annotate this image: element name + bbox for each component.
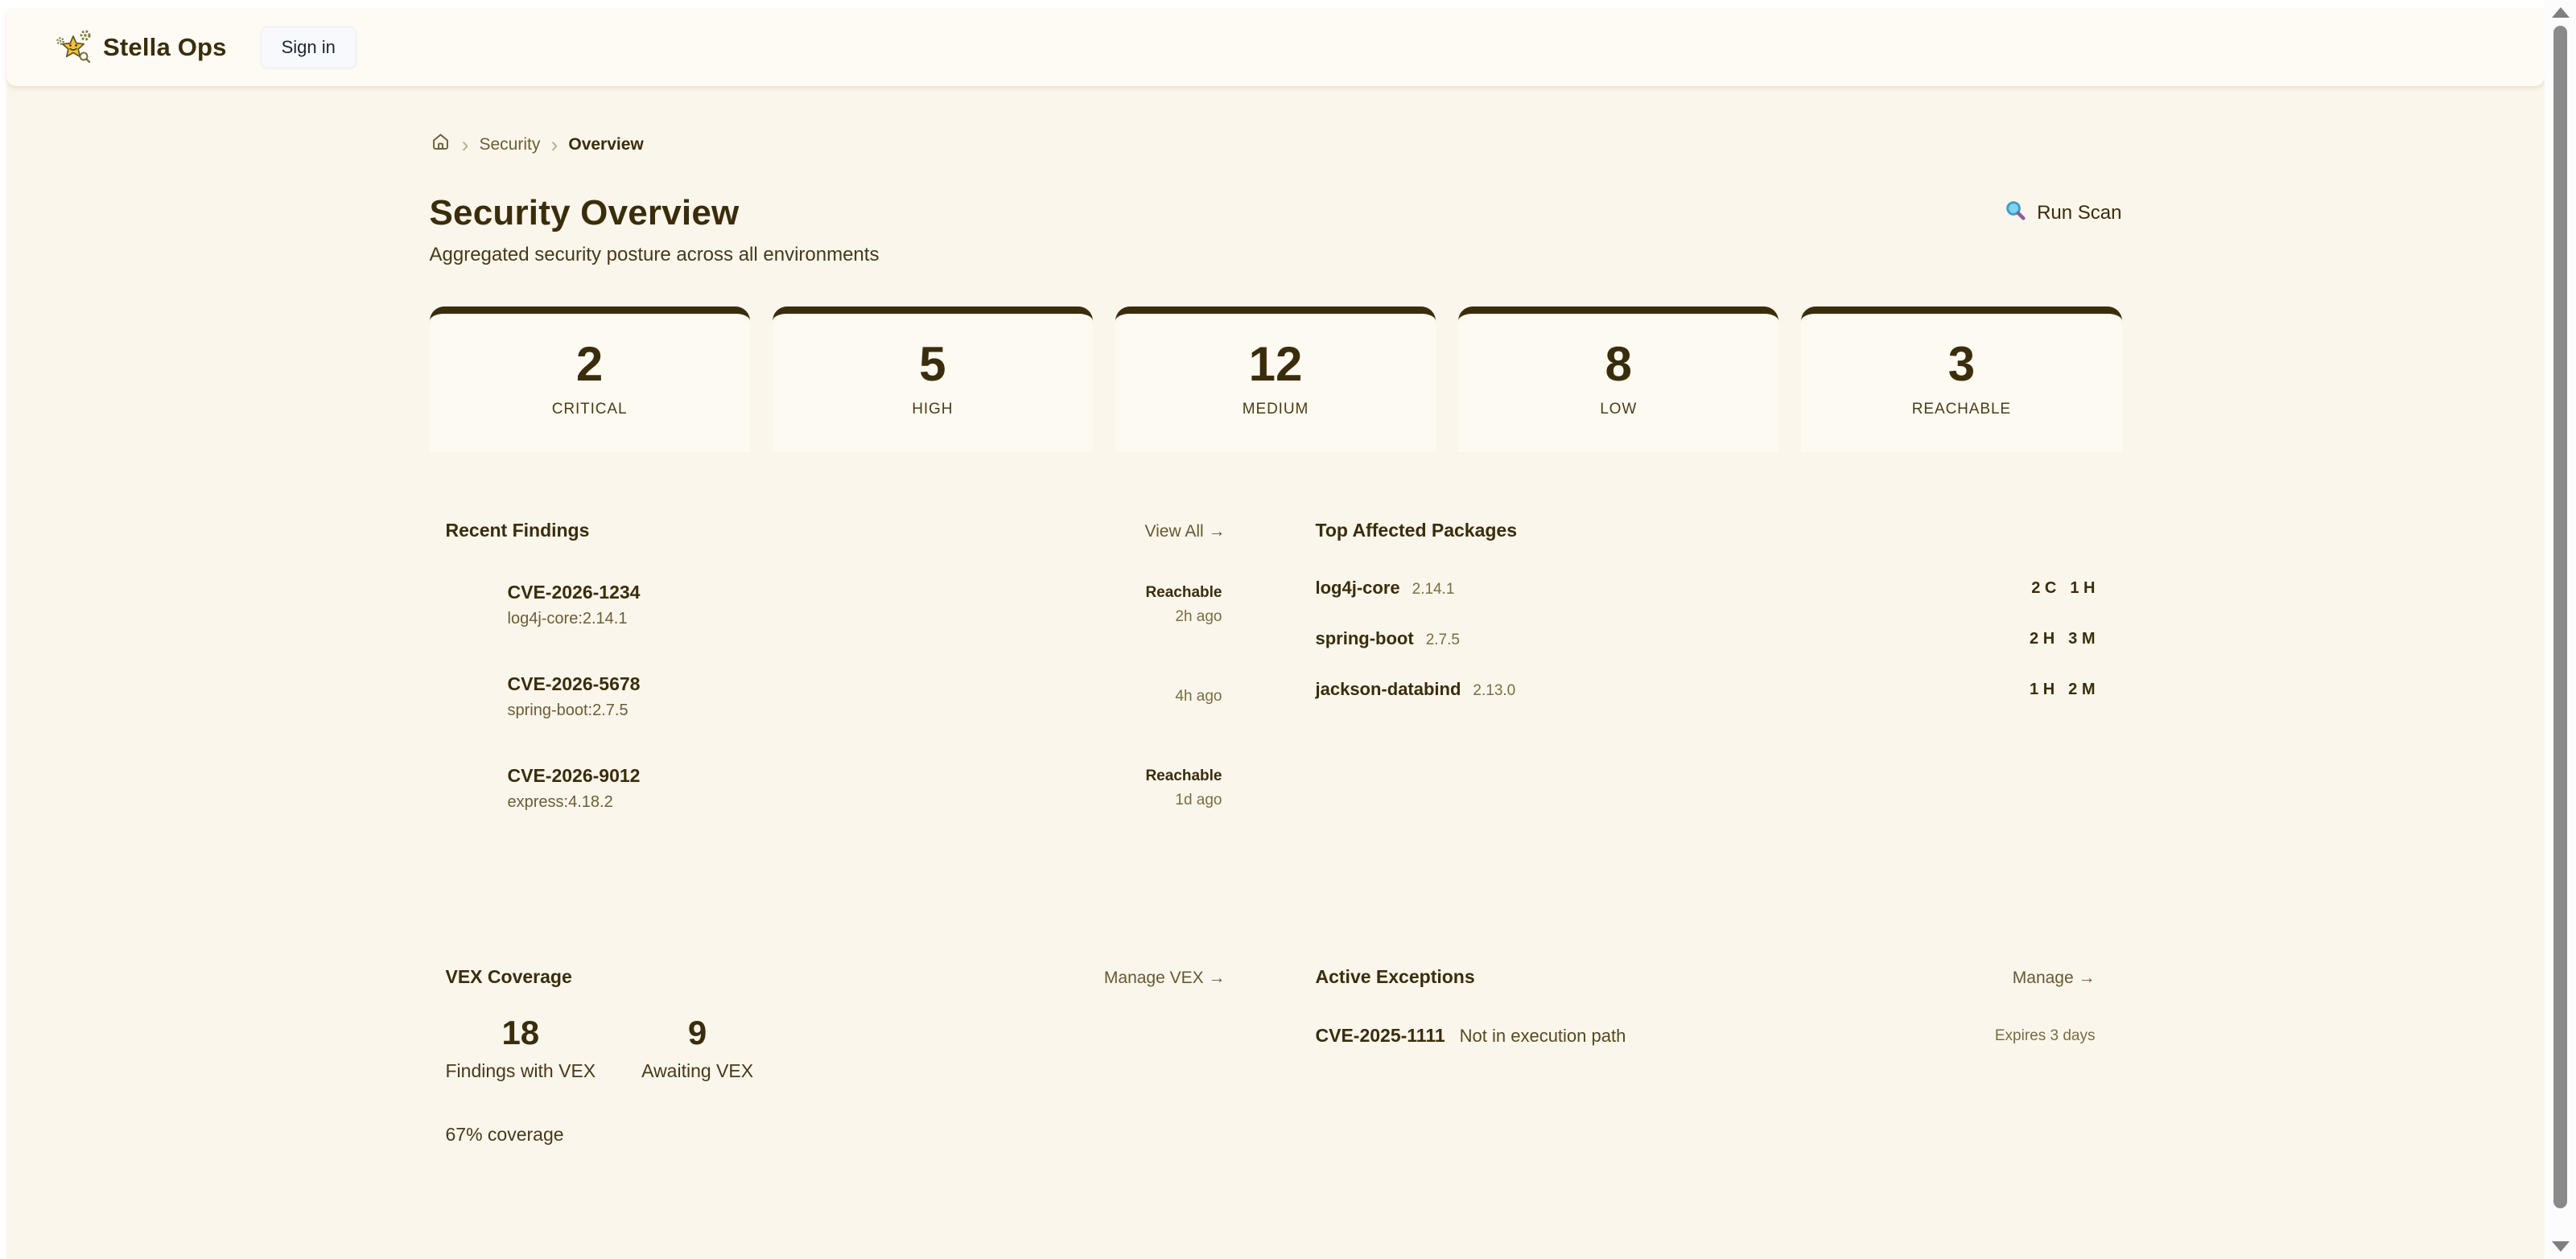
finding-row[interactable]: [446, 673, 1226, 720]
stat-card-medium[interactable]: [1115, 307, 1436, 452]
finding-cve[interactable]: CVE-2026-1234: [507, 582, 641, 603]
page-title: Security Overview: [429, 193, 740, 232]
manage-exceptions-link[interactable]: Manage →: [2012, 969, 2096, 987]
exception-expires: Expires 3 days: [1994, 1027, 2096, 1044]
scrollbar-track[interactable]: [2545, 0, 2576, 1259]
vex-stat-label: Findings with VEX: [445, 1060, 596, 1082]
top-affected-title: Top Affected Packages: [1315, 520, 1518, 541]
package-name[interactable]: spring-boot: [1315, 628, 1414, 648]
active-exceptions-title: Active Exceptions: [1315, 966, 1475, 987]
package-name[interactable]: log4j-core: [1315, 578, 1400, 598]
view-all-link[interactable]: View All →: [1144, 522, 1226, 541]
severity-count: 1 H: [2070, 578, 2096, 597]
stat-value: 3: [1947, 337, 1976, 391]
reachable-badge: Reachable: [1145, 584, 1222, 601]
exception-cve[interactable]: CVE-2025-1111: [1315, 1025, 1445, 1046]
finding-row[interactable]: [446, 765, 1226, 812]
stat-card-critical[interactable]: [430, 307, 750, 452]
stat-value: 8: [1605, 337, 1632, 391]
breadcrumb-security[interactable]: Security: [479, 134, 541, 154]
brand[interactable]: [55, 27, 227, 68]
breadcrumb-overview: Overview: [568, 134, 644, 154]
package-version: 2.14.1: [1412, 581, 1455, 598]
stat-label: HIGH: [912, 401, 954, 418]
coverage-text: 67% coverage: [445, 1124, 564, 1146]
finding-cve[interactable]: CVE-2026-9012: [507, 765, 641, 786]
severity-count: 3 M: [2068, 629, 2096, 648]
vex-coverage-section: [446, 966, 1226, 1146]
stella-ops-logo-icon: [55, 27, 92, 68]
top-navbar: [6, 9, 2545, 86]
breadcrumb: [430, 131, 2122, 158]
stat-label: MEDIUM: [1242, 401, 1309, 418]
reachable-badge: Reachable: [1145, 767, 1222, 784]
scrollbar-up-arrow[interactable]: [2552, 7, 2570, 18]
active-exceptions-section: [1316, 966, 2096, 1146]
run-scan-label: Run Scan: [2037, 202, 2122, 224]
vex-stat-label: Awaiting VEX: [641, 1060, 754, 1082]
page-subtitle: Aggregated security posture across all environments: [429, 244, 880, 265]
scrollbar-thumb[interactable]: [2553, 26, 2567, 1208]
stat-label: LOW: [1600, 401, 1638, 418]
stat-card-low[interactable]: [1458, 307, 1778, 452]
stat-value: 12: [1248, 337, 1303, 391]
vex-coverage-title: VEX Coverage: [445, 966, 572, 987]
home-icon[interactable]: [430, 131, 451, 158]
stat-label: CRITICAL: [551, 401, 628, 418]
severity-count: 2 H: [2030, 629, 2055, 648]
finding-package: express:4.18.2: [507, 793, 613, 811]
package-row[interactable]: [1316, 679, 2096, 700]
exception-reason: Not in execution path: [1459, 1026, 1626, 1046]
finding-package: log4j-core:2.14.1: [507, 610, 628, 627]
recent-findings-section: [446, 520, 1226, 857]
top-affected-section: [1316, 520, 2096, 857]
finding-time: 4h ago: [1175, 688, 1222, 705]
scrollbar-down-arrow[interactable]: [2552, 1241, 2570, 1252]
vex-stat-value: 18: [501, 1014, 540, 1051]
sign-in-button[interactable]: Sign in: [261, 27, 357, 68]
stat-label: REACHABLE: [1911, 401, 2011, 418]
finding-cve[interactable]: CVE-2026-5678: [507, 673, 641, 694]
breadcrumb-separator: ›: [550, 132, 558, 157]
vex-stat-value: 9: [687, 1014, 707, 1051]
finding-time: 2h ago: [1175, 608, 1222, 625]
page-background: [6, 9, 2545, 1259]
stat-card-reachable[interactable]: [1801, 307, 2121, 452]
package-version: 2.13.0: [1473, 682, 1516, 699]
finding-time: 1d ago: [1175, 792, 1222, 808]
recent-findings-title: Recent Findings: [445, 520, 590, 541]
breadcrumb-separator: ›: [461, 132, 469, 157]
manage-vex-link[interactable]: Manage VEX →: [1103, 969, 1226, 987]
package-row[interactable]: [1316, 628, 2096, 649]
stat-value: 2: [575, 337, 604, 391]
package-name[interactable]: jackson-databind: [1315, 679, 1461, 699]
magnifier-icon: [2005, 200, 2026, 227]
finding-row[interactable]: [446, 582, 1226, 628]
severity-count: 1 H: [2030, 680, 2055, 698]
finding-package: spring-boot:2.7.5: [507, 702, 629, 719]
severity-cards: [430, 307, 2122, 452]
vex-stat-findings-with-vex: [446, 1014, 596, 1082]
severity-count: 2 C: [2031, 578, 2057, 597]
run-scan-button[interactable]: [2005, 200, 2121, 227]
severity-count: 2 M: [2068, 680, 2096, 698]
exception-row[interactable]: [1316, 1025, 2096, 1047]
package-row[interactable]: [1316, 578, 2096, 599]
package-version: 2.7.5: [1425, 632, 1460, 648]
stat-value: 5: [919, 337, 946, 391]
stat-card-high[interactable]: [773, 307, 1093, 452]
vex-stat-awaiting-vex: [641, 1014, 753, 1082]
brand-name: Stella Ops: [103, 33, 227, 61]
